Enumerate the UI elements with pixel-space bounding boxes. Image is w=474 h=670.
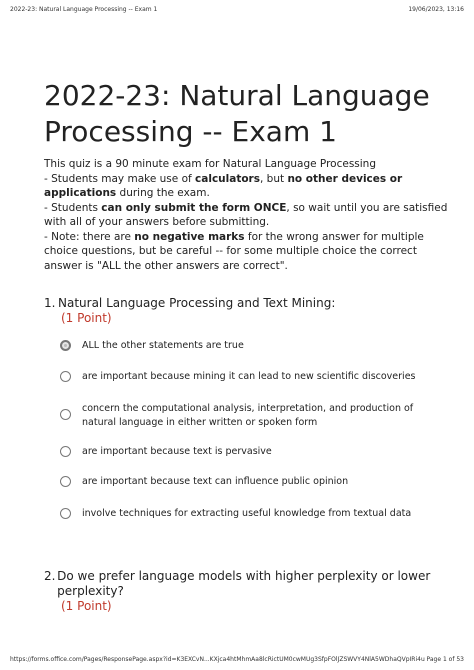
- intro-line-2: [44, 172, 454, 201]
- radio-button[interactable]: [60, 476, 71, 487]
- question-points: (1 Point): [61, 599, 112, 613]
- option-1[interactable]: [60, 339, 422, 353]
- question-number: 1.: [44, 296, 56, 310]
- intro-line-3: [44, 201, 454, 230]
- option-2[interactable]: [60, 370, 422, 384]
- option-label: are important because text can influence public opinion: [82, 476, 349, 487]
- question-header: [44, 569, 474, 599]
- radio-button-selected[interactable]: [60, 340, 71, 351]
- form-description: [44, 157, 454, 273]
- option-label: are important because text is pervasive: [82, 446, 272, 457]
- option-label: ALL the other statements are true: [82, 340, 244, 351]
- option-3[interactable]: [60, 402, 417, 430]
- question-points: (1 Point): [61, 311, 112, 325]
- print-header-date: 19/06/2023, 13:16: [408, 6, 464, 13]
- question-header: [44, 296, 335, 311]
- option-5[interactable]: [60, 475, 422, 489]
- intro-text: , so wait until you are satisfied with all of your answers before submitting.: [44, 201, 448, 228]
- option-6[interactable]: [60, 507, 422, 521]
- print-footer: [10, 656, 464, 663]
- option-label: are important because mining it can lead to new scientific discoveries: [82, 371, 416, 382]
- intro-bold: can only submit the form ONCE: [101, 201, 287, 214]
- question-2: [44, 569, 474, 614]
- intro-text: , but: [260, 172, 288, 185]
- option-label: concern the computational analysis, interpretation, and production of natural language in either written or spoken form: [82, 403, 414, 428]
- intro-line-1: This quiz is a 90 minute exam for Natural Language Processing: [44, 158, 377, 170]
- intro-text: - Students may make use of: [44, 172, 196, 185]
- radio-button[interactable]: [60, 409, 71, 420]
- intro-line-4: [44, 230, 454, 274]
- print-header: [10, 6, 464, 13]
- option-4[interactable]: [60, 445, 422, 459]
- intro-text: for the wrong answer for multiple choice questions, but be careful -- for some multiple choice the correct answer is "ALL the other answers are correct".: [44, 230, 424, 272]
- radio-button[interactable]: [60, 371, 71, 382]
- page-number: Page 1 of 53: [426, 656, 464, 663]
- intro-text: - Note: there are: [44, 230, 135, 243]
- intro-text: during the exam.: [116, 187, 210, 199]
- option-label: involve techniques for extracting useful knowledge from textual data: [82, 508, 412, 519]
- print-header-title: 2022-23: Natural Language Processing -- Exam 1: [10, 6, 158, 13]
- question-text: Do we prefer language models with higher perplexity or lower perplexity?: [57, 569, 431, 598]
- form-title: 2022-23: Natural Language Processing -- Exam 1: [44, 79, 430, 148]
- intro-text: - Students: [44, 201, 102, 214]
- radio-button[interactable]: [60, 446, 71, 457]
- intro-bold: no other devices or applications: [44, 172, 403, 199]
- question-number: 2.: [44, 569, 56, 583]
- question-1: [44, 296, 335, 326]
- print-footer-url: https://forms.office.com/Pages/ResponsePage.aspx?id=K3EXCvN...KXjca4htMhmAa8lcRictUM0cwMUg3SfpFOlJZSWVY4NlA5WDhaQVpIRi4u: [10, 656, 425, 663]
- radio-button[interactable]: [60, 508, 71, 519]
- intro-bold: no negative marks: [134, 230, 245, 243]
- question-text: Natural Language Processing and Text Mining:: [58, 296, 336, 310]
- intro-bold: calculators: [195, 172, 260, 185]
